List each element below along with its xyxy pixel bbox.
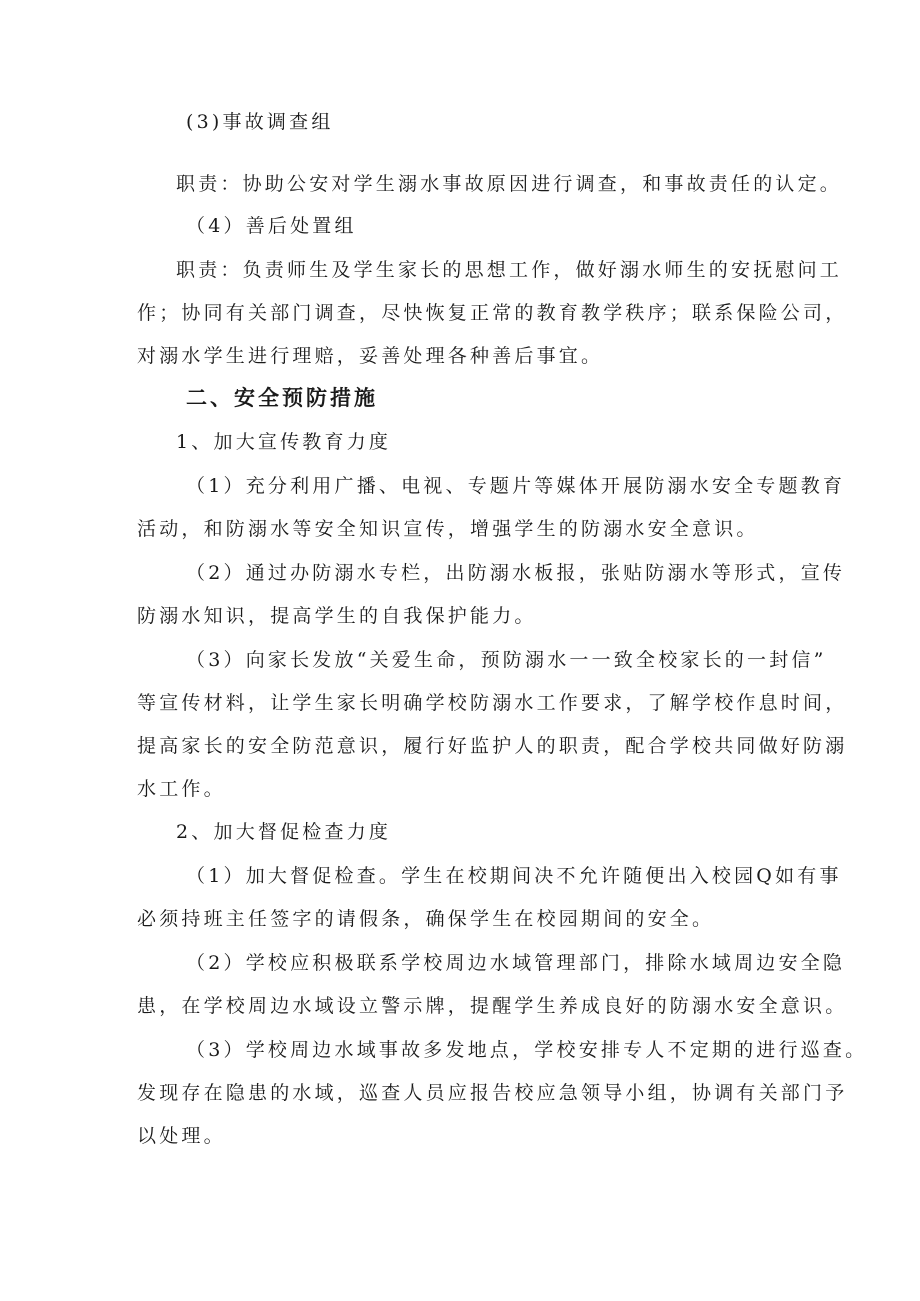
group4-duty-line-2: 作；协同有关部门调查，尽快恢复正常的教育教学秩序；联系保险公司，	[137, 302, 848, 324]
sub2-item3-line-2: 发现存在隐患的水域，巡查人员应报告校应急领导小组，协调有关部门予	[137, 1082, 848, 1104]
subsection-1-title: 1、加大宣传教育力度	[176, 431, 392, 453]
sub1-item1-line-2: 活动，和防溺水等安全知识宣传，增强学生的防溺水安全意识。	[137, 518, 759, 540]
sub1-item3-line-4: 水工作。	[137, 778, 226, 800]
sub2-item3-line-1: （3）学校周边水域事故多发地点，学校安排专人不定期的进行巡查。	[186, 1039, 868, 1061]
sub2-item2-line-2: 患，在学校周边水域设立警示牌，提醒学生养成良好的防溺水安全意识。	[137, 995, 848, 1017]
sub2-item1-line-1: （1）加大督促检查。学生在校期间决不允许随便出入校园Q如有事	[186, 865, 842, 887]
group4-duty-line-1: 职责：负责师生及学生家长的思想工作，做好溺水师生的安抚慰问工	[176, 259, 843, 281]
section-heading-prevention: 二、安全预防措施	[186, 386, 378, 410]
group3-duty: 职责：协助公安对学生溺水事故原因进行调查，和事故责任的认定。	[176, 173, 843, 195]
sub1-item3-line-1: （3）向家长发放“关爱生命，预防溺水一一致全校家长的一封信”	[186, 649, 827, 671]
group4-title: （4）善后处置组	[186, 215, 357, 237]
sub1-item2-line-2: 防溺水知识，提高学生的自我保护能力。	[137, 605, 537, 627]
sub2-item3-line-3: 以处理。	[137, 1125, 226, 1147]
sub2-item1-line-2: 必须持班主任签字的请假条，确保学生在校园期间的安全。	[137, 908, 715, 930]
group4-duty-line-3: 对溺水学生进行理赔，妥善处理各种善后事宜。	[137, 345, 604, 367]
sub1-item1-line-1: （1）充分利用广播、电视、专题片等媒体开展防溺水安全专题教育	[186, 475, 846, 497]
sub2-item2-line-1: （2）学校应积极联系学校周边水域管理部门，排除水域周边安全隐	[186, 952, 846, 974]
sub1-item3-line-2: 等宣传材料，让学生家长明确学校防溺水工作要求，了解学校作息时间，	[137, 692, 848, 714]
sub1-item2-line-1: （2）通过办防溺水专栏，出防溺水板报，张贴防溺水等形式，宣传	[186, 562, 846, 584]
subsection-2-title: 2、加大督促检查力度	[176, 821, 392, 843]
group3-title: (3)事故调查组	[186, 111, 334, 133]
sub1-item3-line-3: 提高家长的安全防范意识，履行好监护人的职责，配合学校共同做好防溺	[137, 735, 848, 757]
